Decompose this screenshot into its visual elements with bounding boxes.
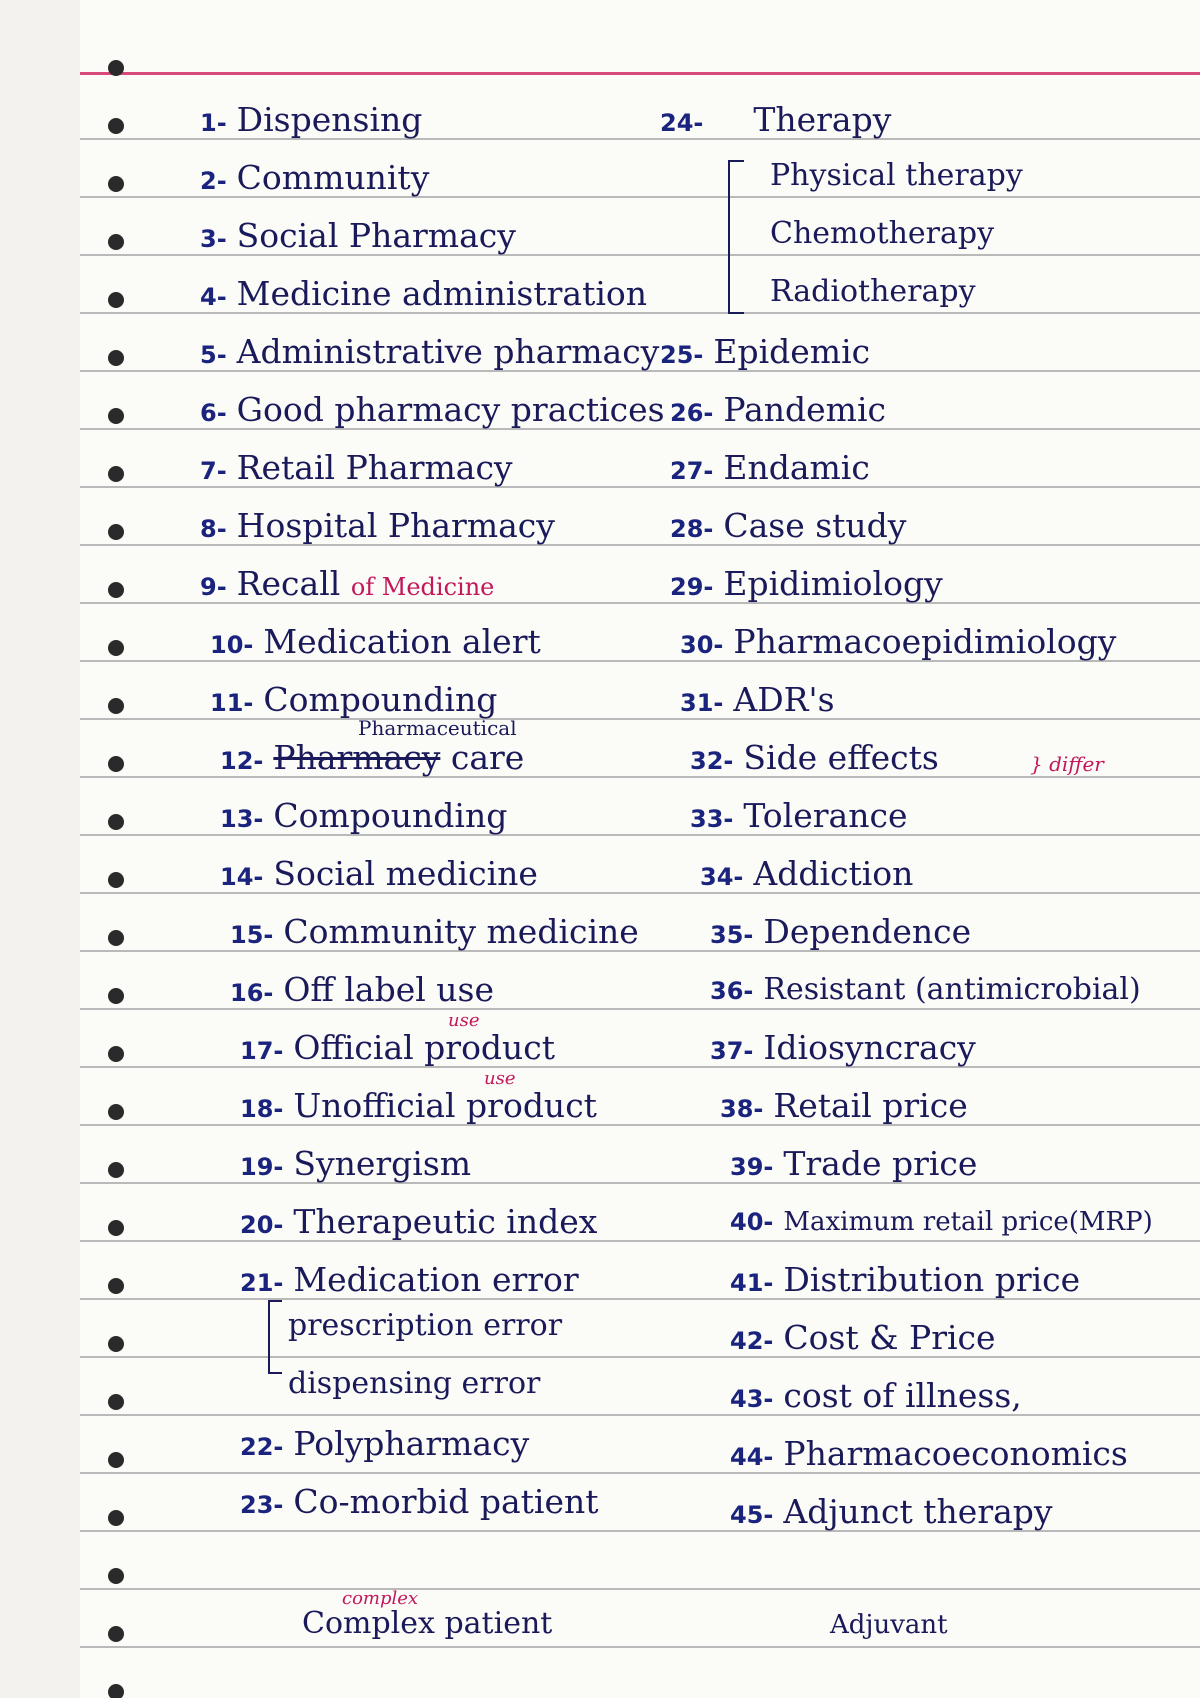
red-annotation: } differ <box>1030 752 1104 776</box>
notebook-binding <box>0 0 80 1698</box>
term-item <box>730 1144 977 1187</box>
binding-hole <box>108 1452 124 1468</box>
binding-hole <box>108 1220 124 1236</box>
term-item <box>660 332 870 375</box>
term-text: Distribution price <box>783 1260 1081 1299</box>
term-number: 25- <box>660 341 704 369</box>
binding-hole <box>108 756 124 772</box>
term-text: ADR's <box>733 680 835 719</box>
term-text: Recall <box>236 564 341 603</box>
inserted-word: Pharmaceutical <box>358 716 517 740</box>
binding-hole <box>108 1568 124 1584</box>
term-number: 41- <box>730 1269 774 1297</box>
term-text: Good pharmacy practices <box>236 390 665 429</box>
term-text: cost of illness, <box>783 1376 1022 1415</box>
term-number: 14- <box>220 863 264 891</box>
binding-hole <box>108 350 124 366</box>
term-item <box>240 1424 529 1467</box>
term-number: 13- <box>220 805 264 833</box>
term-text: Dispensing <box>236 100 423 139</box>
red-annotation: complex <box>342 1588 419 1609</box>
binding-hole <box>108 698 124 714</box>
term-number: 31- <box>680 689 724 717</box>
term-text: Retail Pharmacy <box>236 448 513 487</box>
term-item <box>210 622 541 665</box>
term-text: care <box>450 738 525 777</box>
term-text: Pandemic <box>723 390 886 429</box>
binding-hole <box>108 118 124 134</box>
term-text: Side effects <box>743 738 939 777</box>
term-number: 11- <box>210 689 254 717</box>
term-number: 15- <box>230 921 274 949</box>
term-number: 7- <box>200 457 227 485</box>
sub-item: prescription error <box>288 1308 563 1343</box>
term-item <box>710 912 971 955</box>
term-number: 37- <box>710 1037 754 1065</box>
sub-item: Physical therapy <box>770 158 1023 193</box>
term-text: Trade price <box>783 1144 978 1183</box>
binding-hole <box>108 1626 124 1642</box>
term-item <box>240 1202 597 1245</box>
term-number: 22- <box>240 1433 284 1461</box>
term-item <box>240 1260 579 1303</box>
binding-hole <box>108 872 124 888</box>
term-number: 36- <box>710 977 754 1005</box>
term-number: 28- <box>670 515 714 543</box>
term-number: 16- <box>230 979 274 1007</box>
binding-hole <box>108 292 124 308</box>
term-text: Resistant (antimicrobial) <box>763 972 1141 1007</box>
term-item <box>730 1434 1128 1477</box>
term-number: 32- <box>690 747 734 775</box>
term-item <box>240 1086 597 1129</box>
term-number: 4- <box>200 283 227 311</box>
term-number: 38- <box>720 1095 764 1123</box>
struck-text: Pharmacy <box>273 738 441 777</box>
term-number: 18- <box>240 1095 284 1123</box>
term-item <box>730 1260 1080 1303</box>
term-item <box>730 1376 1022 1419</box>
term-text: Therapy <box>753 100 892 139</box>
term-number: 6- <box>200 399 227 427</box>
term-number: 34- <box>700 863 744 891</box>
term-number: 24- <box>660 109 704 137</box>
term-number: 45- <box>730 1501 774 1529</box>
red-annotation: use <box>448 1010 480 1031</box>
binding-hole <box>108 640 124 656</box>
term-text: Idiosyncracy <box>763 1028 976 1067</box>
term-item <box>710 970 1141 1011</box>
binding-hole <box>108 1046 124 1062</box>
binding-hole <box>108 176 124 192</box>
term-text: Pharmacoepidimiology <box>733 622 1117 661</box>
term-text: Compounding <box>273 796 508 835</box>
term-item <box>730 1318 996 1361</box>
ruled-line <box>80 1356 1200 1358</box>
red-annotation: use <box>484 1068 516 1089</box>
term-text: Co-morbid patient <box>293 1482 599 1521</box>
ruled-line <box>80 1414 1200 1416</box>
term-number: 43- <box>730 1385 774 1413</box>
top-margin-line <box>80 72 1200 75</box>
sub-item: Radiotherapy <box>770 274 976 309</box>
term-number: 29- <box>670 573 714 601</box>
term-item <box>230 912 639 955</box>
sub-bracket <box>268 1300 282 1374</box>
term-item <box>690 796 907 839</box>
binding-hole <box>108 988 124 1004</box>
term-number: 27- <box>670 457 714 485</box>
term-item <box>670 448 870 491</box>
term-text: Endamic <box>723 448 870 487</box>
term-item <box>230 970 494 1013</box>
term-text: Pharmacoeconomics <box>783 1434 1128 1473</box>
term-number: 40- <box>730 1208 774 1236</box>
binding-hole <box>108 930 124 946</box>
term-item <box>700 854 913 897</box>
binding-hole <box>108 1104 124 1120</box>
term-item <box>730 1492 1053 1535</box>
term-number: 21- <box>240 1269 284 1297</box>
red-annotation: Adjuvant <box>830 1610 948 1640</box>
term-item <box>240 1144 471 1187</box>
binding-hole <box>108 524 124 540</box>
term-item <box>220 796 507 839</box>
binding-hole <box>108 60 124 76</box>
term-text: Polypharmacy <box>293 1424 530 1463</box>
binding-hole <box>108 1336 124 1352</box>
term-number: 42- <box>730 1327 774 1355</box>
term-text: Unofficial product <box>293 1086 597 1125</box>
term-text: Epidimiology <box>723 564 943 603</box>
term-text: Synergism <box>293 1144 472 1183</box>
term-item <box>240 1482 599 1525</box>
term-item <box>200 274 647 317</box>
ruled-line <box>80 1646 1200 1648</box>
term-item <box>200 158 429 201</box>
term-text: Medicine administration <box>236 274 648 313</box>
term-number: 2- <box>200 167 227 195</box>
term-item <box>240 1028 555 1071</box>
term-number: 35- <box>710 921 754 949</box>
red-annotation: Complex patient <box>302 1606 553 1641</box>
term-number: 44- <box>730 1443 774 1471</box>
term-item <box>220 854 538 897</box>
binding-hole <box>108 814 124 830</box>
term-item <box>200 390 665 433</box>
term-item <box>710 1028 976 1071</box>
term-text: Cost & Price <box>783 1318 996 1357</box>
term-item <box>670 506 906 549</box>
term-number: 33- <box>690 805 734 833</box>
term-text: Administrative pharmacy <box>236 332 660 371</box>
term-text: Social medicine <box>273 854 538 893</box>
term-item <box>200 100 422 143</box>
sub-item: Chemotherapy <box>770 216 995 251</box>
sub-item: dispensing error <box>288 1366 541 1401</box>
term-item <box>680 622 1116 665</box>
term-item <box>680 680 835 723</box>
term-text: Hospital Pharmacy <box>236 506 555 545</box>
term-item <box>720 1086 968 1129</box>
term-text: Adjunct therapy <box>783 1492 1053 1531</box>
term-number: 9- <box>200 573 227 601</box>
term-text: Tolerance <box>743 796 908 835</box>
term-text: Official product <box>293 1028 556 1067</box>
term-text: Dependence <box>763 912 972 951</box>
term-number: 10- <box>210 631 254 659</box>
term-number: 39- <box>730 1153 774 1181</box>
red-annotation: of Medicine <box>350 573 495 601</box>
binding-hole <box>108 1510 124 1526</box>
term-item <box>690 738 939 781</box>
binding-hole <box>108 234 124 250</box>
term-item <box>670 564 943 607</box>
term-number: 26- <box>670 399 714 427</box>
binding-hole <box>108 1684 124 1698</box>
term-number: 30- <box>680 631 724 659</box>
binding-hole <box>108 1394 124 1410</box>
term-number: 20- <box>240 1211 284 1239</box>
term-text: Off label use <box>283 970 494 1009</box>
binding-hole <box>108 1278 124 1294</box>
term-item <box>730 1202 1153 1242</box>
term-number: 12- <box>220 747 264 775</box>
term-number: 3- <box>200 225 227 253</box>
term-number: 1- <box>200 109 227 137</box>
term-item <box>660 100 891 143</box>
ruled-line <box>80 1588 1200 1590</box>
term-item <box>200 216 516 259</box>
term-text: Therapeutic index <box>293 1202 598 1241</box>
term-number: 8- <box>200 515 227 543</box>
term-item <box>200 448 513 491</box>
term-text: Epidemic <box>713 332 871 371</box>
sub-bracket <box>728 160 744 314</box>
term-text: Case study <box>723 506 907 545</box>
term-text: Addiction <box>753 854 914 893</box>
term-number: 17- <box>240 1037 284 1065</box>
binding-hole <box>108 466 124 482</box>
term-number: 19- <box>240 1153 284 1181</box>
term-item <box>200 332 659 375</box>
term-text: Social Pharmacy <box>236 216 516 255</box>
term-item <box>200 564 494 607</box>
term-text: Medication error <box>293 1260 579 1299</box>
term-text: Compounding <box>263 680 498 719</box>
term-number: 5- <box>200 341 227 369</box>
term-text: Maximum retail price(MRP) <box>783 1207 1153 1237</box>
term-item <box>200 506 555 549</box>
binding-hole <box>108 408 124 424</box>
term-text: Community <box>236 158 430 197</box>
term-item <box>220 738 524 781</box>
term-text: Community medicine <box>283 912 639 951</box>
term-text: Medication alert <box>263 622 541 661</box>
binding-hole <box>108 582 124 598</box>
term-text: Retail price <box>773 1086 968 1125</box>
binding-hole <box>108 1162 124 1178</box>
term-item <box>670 390 886 433</box>
term-number: 23- <box>240 1491 284 1519</box>
